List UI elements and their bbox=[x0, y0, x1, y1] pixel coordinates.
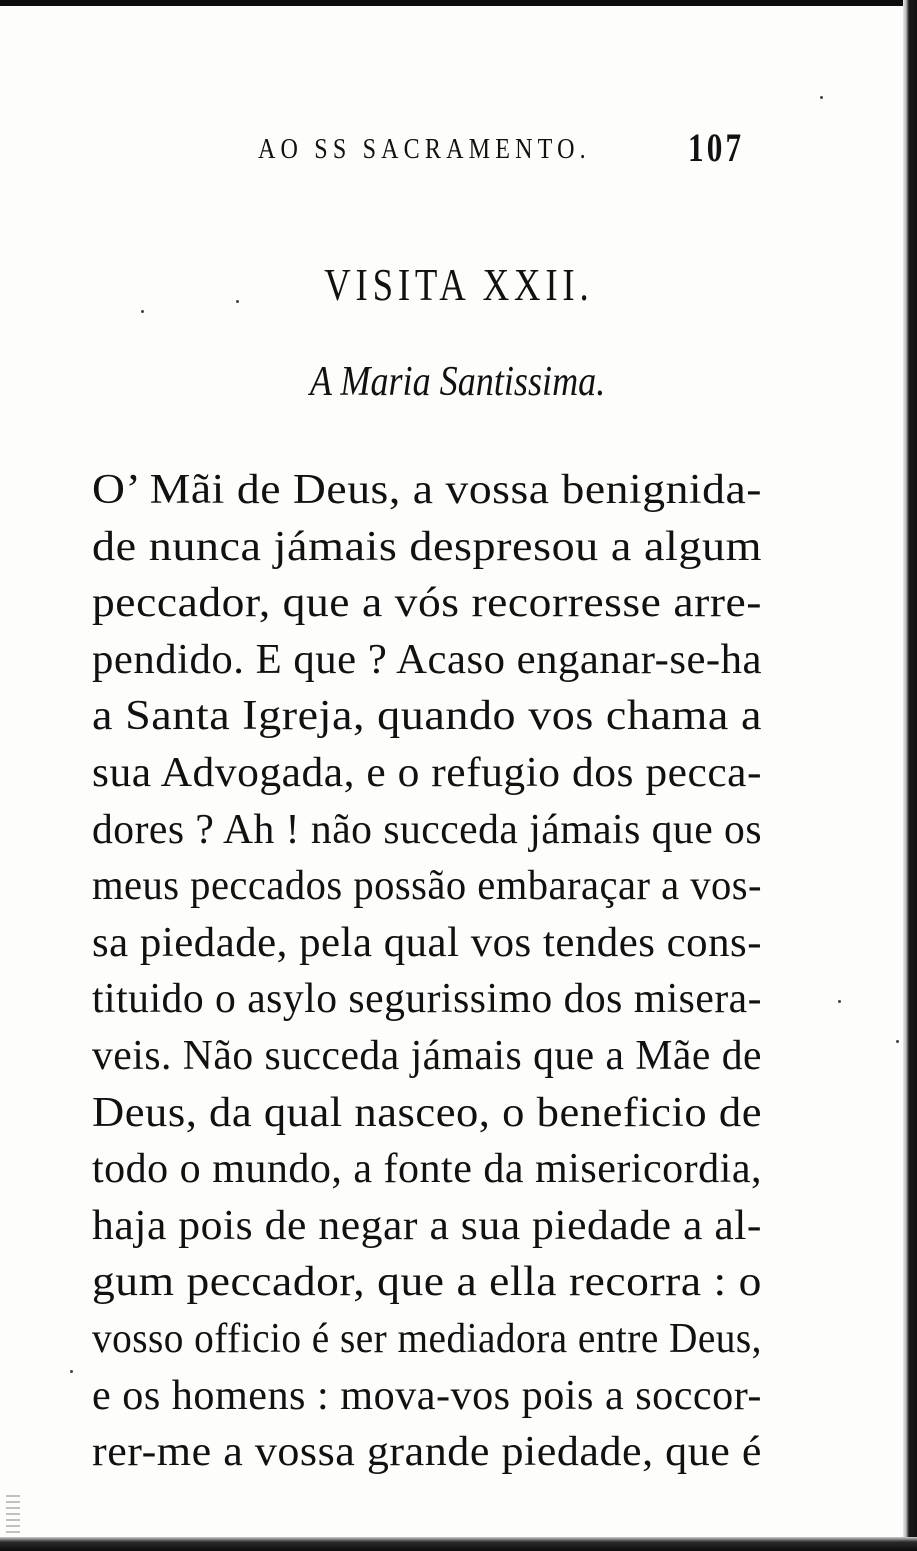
scan-border-top bbox=[0, 0, 917, 6]
text-line: Deus, da qual nasceo, o beneficio de bbox=[92, 1089, 763, 1136]
page-number: 107 bbox=[688, 125, 745, 170]
chapter-title: VISITA XXII. bbox=[324, 259, 594, 310]
text-line: sua Advogada, e o refugio dos pecca- bbox=[92, 749, 763, 796]
running-head-title: AO SS SACRAMENTO. bbox=[258, 134, 591, 165]
scan-speck bbox=[820, 96, 823, 99]
scan-speck bbox=[70, 1370, 73, 1373]
scan-speck bbox=[838, 1000, 841, 1003]
text-line: meus peccados possão embaraçar a vos- bbox=[92, 863, 763, 910]
text-line: e os homens : mova-vos pois a soccor- bbox=[92, 1372, 762, 1419]
text-line: veis. Não succeda jámais que a Mãe de bbox=[92, 1032, 763, 1079]
text-line: dores ? Ah ! não succeda jámais que os bbox=[92, 806, 763, 853]
text-line: vosso officio é ser mediadora entre Deus, bbox=[92, 1315, 762, 1362]
text-line: tituido o asylo segurissimo dos misera- bbox=[92, 976, 763, 1023]
body-paragraph bbox=[92, 462, 762, 1481]
scan-border-bottom bbox=[0, 1537, 917, 1551]
text-line: pendido. E que ? Acaso enganar-se-ha bbox=[92, 636, 763, 683]
text-line: peccador, que a vós recorresse arre- bbox=[92, 580, 763, 627]
text-line: todo o mundo, a fonte da misericordia, bbox=[92, 1146, 762, 1193]
text-line: haja pois de negar a sua piedade a al- bbox=[92, 1202, 763, 1249]
text-line: O’ Mãi de Deus, a vossa benignida- bbox=[92, 467, 763, 513]
scan-speck bbox=[896, 1040, 899, 1043]
scan-border-right bbox=[903, 0, 917, 1551]
scan-edge-noise bbox=[6, 1495, 20, 1535]
text-line: de nunca jámais despresou a algum bbox=[92, 523, 762, 570]
running-head bbox=[0, 120, 917, 176]
text-line: sa piedade, pela qual vos tendes cons- bbox=[92, 919, 762, 966]
text-line: rer-me a vossa grande piedade, que é bbox=[92, 1429, 762, 1476]
text-line: gum peccador, que a ella recorra : o bbox=[92, 1259, 762, 1306]
chapter-subtitle: A Maria Santissima. bbox=[309, 359, 606, 405]
text-line: a Santa Igreja, quando vos chama a bbox=[92, 693, 763, 740]
